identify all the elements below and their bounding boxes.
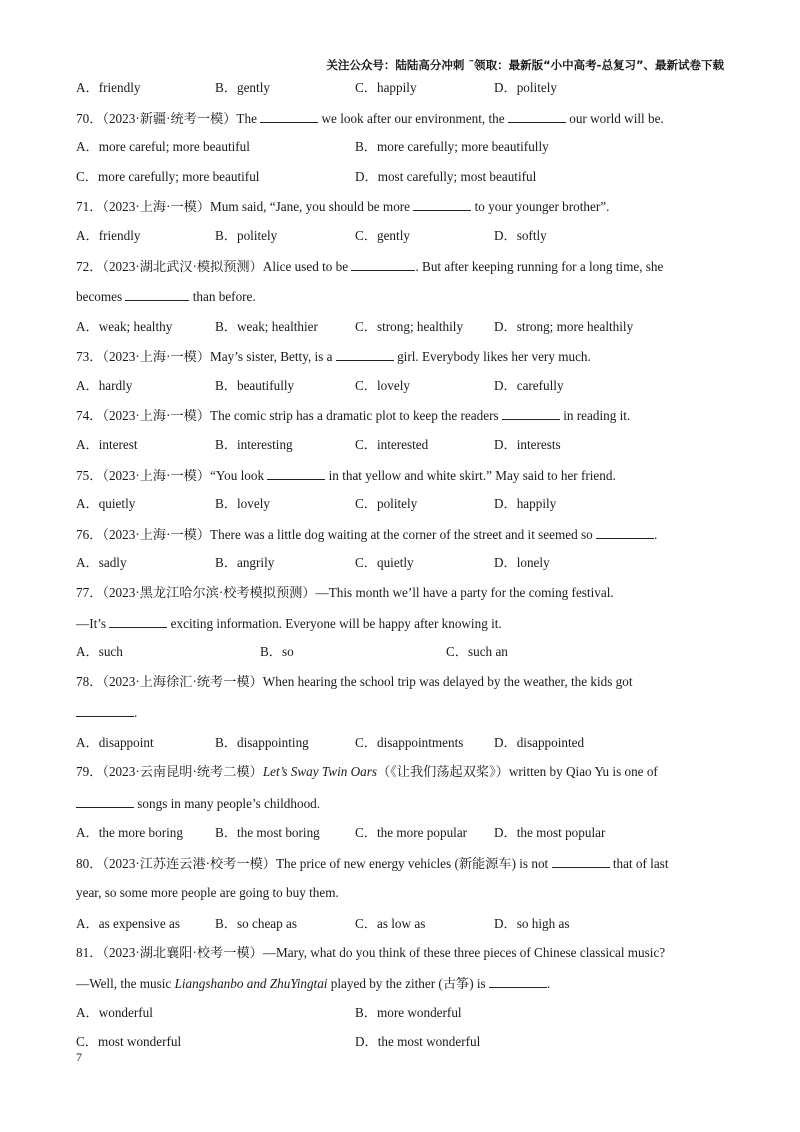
option-a: A．quietly xyxy=(76,496,136,512)
option-a: A．weak; healthy xyxy=(76,318,173,334)
answer-blank xyxy=(413,196,471,211)
page-header: 关注公众号：陆陆高分冲刺 ˜领取：最新版“小中高考-总复习”、最新试卷下载 xyxy=(326,58,724,72)
option-c: C．disappointments xyxy=(355,734,464,750)
option-a: A．interest xyxy=(76,436,138,452)
q74-options xyxy=(76,435,736,465)
page-number: 7 xyxy=(76,1050,82,1064)
q72-stem-line2: becomes than before. xyxy=(76,286,736,317)
option-b: B．angrily xyxy=(215,555,275,571)
option-b: B．politely xyxy=(215,227,278,243)
q77-stem-line2: —It’s exciting information. Everyone will be happy after knowing it. xyxy=(76,613,736,643)
option-c: C．strong; healthily xyxy=(355,318,464,334)
option-c: C．such an xyxy=(446,644,508,660)
option-a: A．hardly xyxy=(76,377,133,393)
option-b: B．so xyxy=(260,644,294,660)
answer-blank xyxy=(76,793,134,808)
q81-options-row1 xyxy=(76,1003,736,1033)
q77-options xyxy=(76,642,736,672)
q75-stem: 75．（2023·上海·一模）“You look in that yellow and white skirt.” May said to her friend. xyxy=(76,465,736,495)
q70-options-row2 xyxy=(76,167,736,197)
option-b: B．interesting xyxy=(215,436,293,452)
option-b: B．disappointing xyxy=(215,734,309,750)
answer-blank xyxy=(260,108,318,123)
option-d: D．the most wonderful xyxy=(355,1034,481,1050)
q73-stem: 73．（2023·上海·一模）May’s sister, Betty, is a girl. Everybody likes her very much. xyxy=(76,346,736,376)
q75-options xyxy=(76,494,736,524)
option-d: D．so high as xyxy=(494,915,570,931)
answer-blank xyxy=(76,702,134,717)
option-b: B．the most boring xyxy=(215,825,320,841)
q79-stem: 79．（2023·云南昆明·统考二模）Let’s Sway Twin Oars（《让我们荡起双桨》）written by Qiao Yu is one of xyxy=(76,764,658,780)
option-a: A．wonderful xyxy=(76,1004,153,1020)
option-b: B．more wonderful xyxy=(355,1004,462,1020)
option-d: D．softly xyxy=(494,227,547,243)
option-b: B．gently xyxy=(215,80,270,95)
q73-options xyxy=(76,376,736,406)
option-d: D．strong; more healthily xyxy=(494,318,634,334)
option-d: D．the most popular xyxy=(494,825,606,841)
option-c: C．lovely xyxy=(355,377,410,393)
option-c: C．quietly xyxy=(355,555,414,571)
q80-stem: 80．（2023·江苏连云港·校考一模）The price of new energy vehicles (新能源车) is not that of last xyxy=(76,853,736,884)
music-title: Liangshanbo and ZhuYingtai xyxy=(174,976,328,992)
q77-stem: 77．（2023·黑龙江哈尔滨·校考模拟预测）—This month we’ll have a party for the coming festival. xyxy=(76,584,614,600)
q70-options-row1 xyxy=(76,137,736,167)
option-c: C．interested xyxy=(355,436,429,452)
q78-stem: 78．（2023·上海徐汇·统考一模）When hearing the school trip was delayed by the weather, the kids got xyxy=(76,673,633,689)
option-b: B．so cheap as xyxy=(215,915,298,931)
q74-stem: 74．（2023·上海·一模）The comic strip has a dramatic plot to keep the readers in reading it. xyxy=(76,405,736,435)
q81-stem-line2: —Well, the music Liangshanbo and ZhuYingtai played by the zither (古筝) is . xyxy=(76,973,736,1003)
q81-stem: 81．（2023·湖北襄阳·校考一模）—Mary, what do you think of these three pieces of Chinese classical music? xyxy=(76,945,666,961)
option-d: D．interests xyxy=(494,436,561,452)
q71-options xyxy=(76,226,736,256)
q71-stem: 71．（2023·上海·一模）Mum said, “Jane, you should be more to your younger brother”. xyxy=(76,196,736,226)
answer-blank xyxy=(596,524,654,539)
option-a: A．friendly xyxy=(76,227,141,243)
q72-options xyxy=(76,317,736,347)
song-title: Let’s Sway Twin Oars xyxy=(262,764,378,780)
option-a: A．disappoint xyxy=(76,734,154,750)
question-list xyxy=(76,78,736,1062)
option-d: D．lonely xyxy=(494,555,550,571)
option-b: B．lovely xyxy=(215,496,270,512)
answer-blank xyxy=(267,465,325,480)
option-c: C．the more popular xyxy=(355,825,468,841)
option-a: A．more careful; more beautiful xyxy=(76,139,250,155)
option-c: C．as low as xyxy=(355,915,426,931)
option-d: D．happily xyxy=(494,496,557,512)
option-a: A．as expensive as xyxy=(76,915,181,931)
answer-blank xyxy=(502,405,560,420)
option-b: B．weak; healthier xyxy=(215,318,318,334)
option-a: A．sadly xyxy=(76,555,127,571)
option-b: B．more carefully; more beautifully xyxy=(355,139,549,155)
option-c: C．happily xyxy=(355,80,417,95)
answer-blank xyxy=(336,346,394,361)
option-d: D．carefully xyxy=(494,377,564,393)
answer-blank xyxy=(552,853,610,868)
option-a: A．friendly xyxy=(76,80,141,95)
q76-options xyxy=(76,553,736,583)
answer-blank xyxy=(125,286,189,301)
q78-options xyxy=(76,733,736,763)
option-c: C．politely xyxy=(355,496,418,512)
option-a: A．such xyxy=(76,644,123,660)
q79-options xyxy=(76,823,736,853)
option-c: C．gently xyxy=(355,227,410,243)
q69-options xyxy=(76,78,736,108)
q79-stem-line2: songs in many people’s childhood. xyxy=(76,793,736,824)
q76-stem: 76．（2023·上海·一模）There was a little dog waiting at the corner of the street and it seemed so . xyxy=(76,524,736,554)
option-a: A．the more boring xyxy=(76,825,183,841)
option-d: D．politely xyxy=(494,80,558,95)
answer-blank xyxy=(508,108,566,123)
answer-blank xyxy=(109,613,167,628)
option-d: D．most carefully; most beautiful xyxy=(355,168,537,184)
answer-blank xyxy=(351,256,415,271)
q72-stem: 72．（2023·湖北武汉·模拟预测）Alice used to be . But after keeping running for a long time, she xyxy=(76,256,736,287)
q70-stem: 70．（2023·新疆·统考一模）The we look after our environment, the our world will be. xyxy=(76,108,736,138)
q80-stem-line2: year, so some more people are going to buy them. xyxy=(76,885,339,901)
option-b: B．beautifully xyxy=(215,377,295,393)
option-d: D．disappointed xyxy=(494,734,585,750)
option-c: C．more carefully; more beautiful xyxy=(76,168,260,184)
q80-options xyxy=(76,914,736,944)
q81-options-row2 xyxy=(76,1032,736,1062)
option-c: C．most wonderful xyxy=(76,1034,182,1050)
q78-stem-line2: . xyxy=(76,702,736,733)
answer-blank xyxy=(489,973,547,988)
